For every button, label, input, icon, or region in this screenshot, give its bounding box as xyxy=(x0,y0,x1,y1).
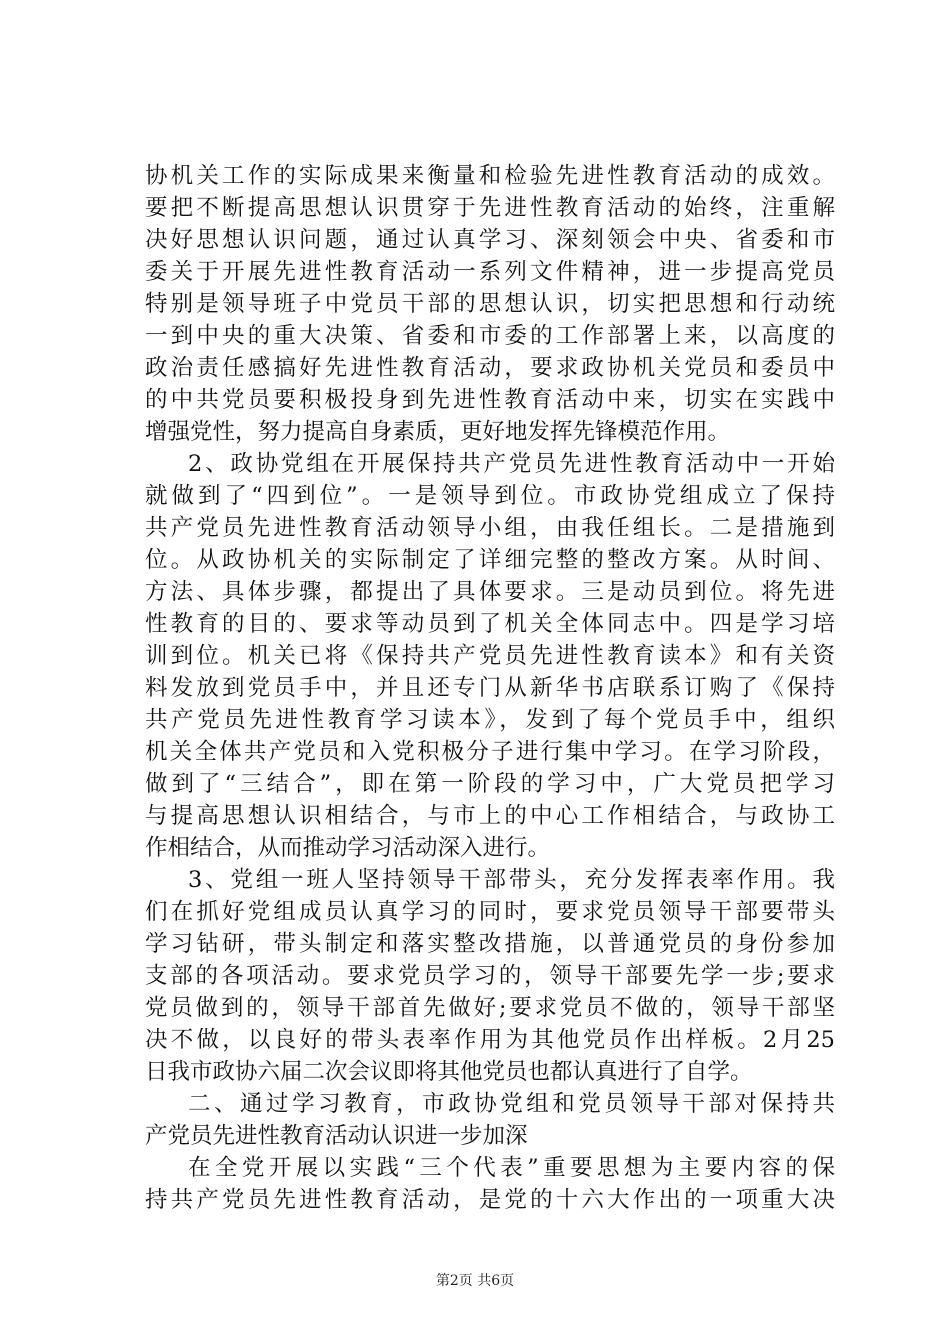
text-line: 与提高思想认识相结合，与市上的中心工作相结合，与政协工 xyxy=(145,803,835,829)
text-line: 共产党员先进性教育活动领导小组，由我任组长。二是措施到 xyxy=(145,515,835,541)
text-line: 委关于开展先进性教育活动一系列文件精神，进一步提高党员 xyxy=(145,259,835,285)
text-line: 做到了“三结合”，即在第一阶段的学习中，广大党员把学习 xyxy=(145,771,835,797)
text-line: 持共产党员先进性教育活动，是党的十六大作出的一项重大决 xyxy=(145,1187,835,1213)
text-line: 增强党性，努力提高自身素质，更好地发挥先锋模范作用。 xyxy=(145,419,731,445)
page-number-footer: 第2页 共6页 xyxy=(435,1273,515,1289)
text-line: 们在抓好党组成员认真学习的同时，要求党员领导干部要带头 xyxy=(145,899,835,925)
text-line: 支部的各项活动。要求党员学习的，领导干部要先学一步;要求 xyxy=(145,963,835,989)
text-line: 机关全体共产党员和入党积极分子进行集中学习。在学习阶段， xyxy=(145,739,835,765)
text-line: 学习钻研，带头制定和落实整改措施，以普通党员的身份参加 xyxy=(145,931,835,957)
text-line: 政治责任感搞好先进性教育活动，要求政协机关党员和委员中 xyxy=(145,355,835,381)
text-line: 党员做到的，领导干部首先做好;要求党员不做的，领导干部坚 xyxy=(145,995,835,1021)
paragraph-item-3 xyxy=(145,864,835,1088)
text-line: 共产党员先进性教育学习读本》，发到了每个党员手中，组织 xyxy=(145,707,835,733)
text-line: 产党员先进性教育活动认识进一步加深 xyxy=(145,1123,528,1149)
text-line: 特别是领导班子中党员干部的思想认识，切实把思想和行动统 xyxy=(145,291,835,317)
document-body xyxy=(145,160,835,1216)
text-line: 要把不断提高思想认识贯穿于先进性教育活动的始终，注重解 xyxy=(145,195,835,221)
text-line: 决不做，以良好的带头表率作用为其他党员作出样板。2月25 xyxy=(145,1027,835,1053)
text-line: 在全党开展以实践“三个代表”重要思想为主要内容的保 xyxy=(188,1155,835,1181)
text-line: 3、党组一班人坚持领导干部带头，充分发挥表率作用。我 xyxy=(188,867,835,893)
section-heading-2 xyxy=(145,1088,835,1152)
text-line: 料发放到党员手中，并且还专门从新华书店联系订购了《保持 xyxy=(145,675,835,701)
text-line: 性教育的目的、要求等动员到了机关全体同志中。四是学习培 xyxy=(145,611,835,637)
text-line: 决好思想认识问题，通过认真学习、深刻领会中央、省委和市 xyxy=(145,227,835,253)
paragraph-continuation xyxy=(145,160,835,448)
text-line: 训到位。机关已将《保持共产党员先进性教育读本》和有关资 xyxy=(145,643,835,669)
text-line: 就做到了“四到位”。一是领导到位。市政协党组成立了保持 xyxy=(145,483,835,509)
paragraph-section-2-body xyxy=(145,1152,835,1216)
paragraph-item-2 xyxy=(145,448,835,864)
text-line: 二、通过学习教育，市政协党组和党员领导干部对保持共 xyxy=(188,1091,835,1117)
text-line: 协机关工作的实际成果来衡量和检验先进性教育活动的成效。 xyxy=(145,163,835,189)
text-line: 位。从政协机关的实际制定了详细完整的整改方案。从时间、 xyxy=(145,547,835,573)
text-line: 的中共党员要积极投身到先进性教育活动中来，切实在实践中 xyxy=(145,387,835,413)
text-line: 作相结合，从而推动学习活动深入进行。 xyxy=(145,835,551,861)
text-line: 日我市政协六届二次会议即将其他党员也都认真进行了自学。 xyxy=(145,1059,753,1085)
text-line: 2、政协党组在开展保持共产党员先进性教育活动中一开始 xyxy=(188,451,835,477)
text-line: 一到中央的重大决策、省委和市委的工作部署上来，以高度的 xyxy=(145,323,835,349)
text-line: 方法、具体步骤，都提出了具体要求。三是动员到位。将先进 xyxy=(145,579,835,605)
